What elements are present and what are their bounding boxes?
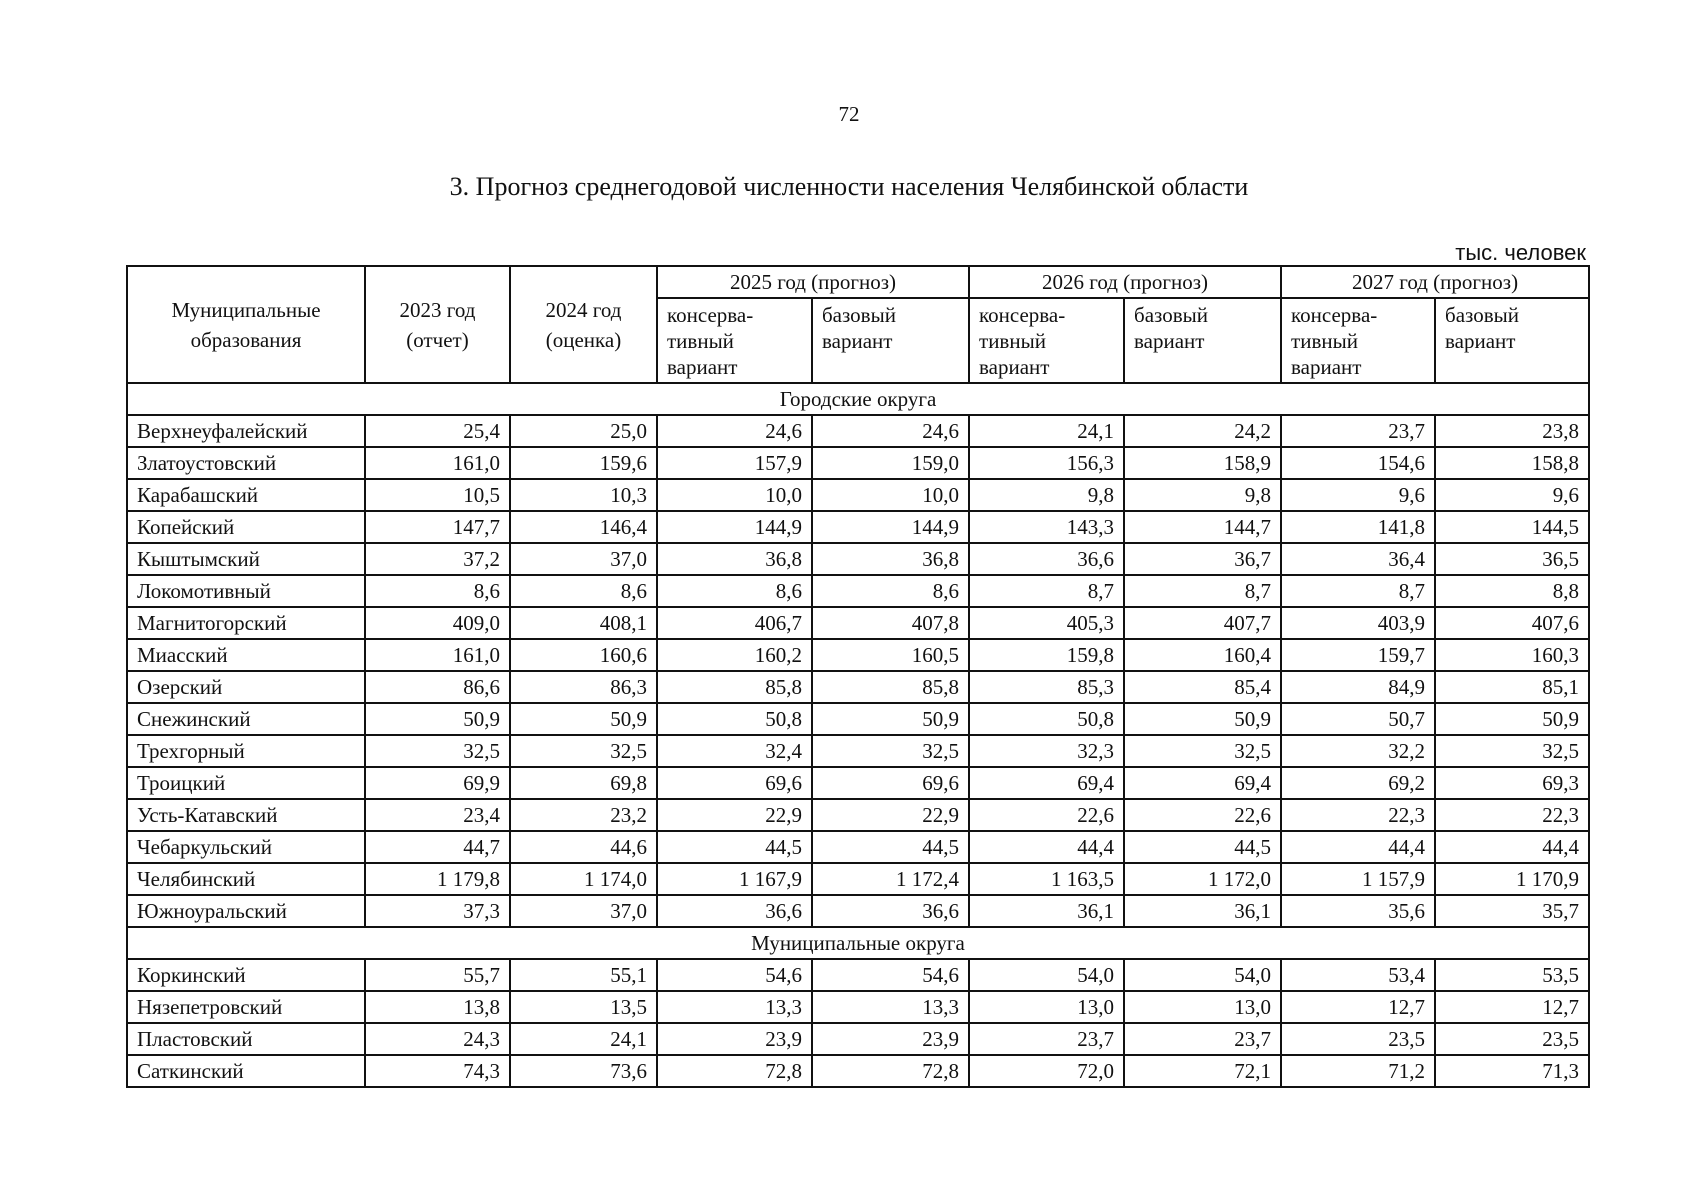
value-cell: 407,8 [812,607,969,639]
value-cell: 44,5 [812,831,969,863]
value-cell: 44,5 [1124,831,1281,863]
value-cell: 13,3 [812,991,969,1023]
value-cell: 69,2 [1281,767,1435,799]
value-cell: 160,3 [1435,639,1589,671]
value-cell: 8,6 [365,575,510,607]
municipality-name: Южноуральский [127,895,365,927]
value-cell: 22,6 [969,799,1124,831]
value-cell: 84,9 [1281,671,1435,703]
value-cell: 69,4 [1124,767,1281,799]
value-cell: 32,5 [1124,735,1281,767]
value-cell: 32,4 [657,735,812,767]
value-cell: 54,0 [1124,959,1281,991]
value-cell: 69,3 [1435,767,1589,799]
municipality-name: Карабашский [127,479,365,511]
municipality-name: Чебаркульский [127,831,365,863]
value-cell: 12,7 [1435,991,1589,1023]
value-cell: 10,0 [812,479,969,511]
value-cell: 9,8 [969,479,1124,511]
value-cell: 8,7 [969,575,1124,607]
value-cell: 86,3 [510,671,657,703]
value-cell: 36,6 [657,895,812,927]
variant-line: тивный [979,329,1046,353]
header-2027: 2027 год (прогноз) [1281,266,1589,298]
value-cell: 405,3 [969,607,1124,639]
table-row [127,671,1589,703]
variant-line: вариант [667,355,738,379]
municipality-name: Трехгорный [127,735,365,767]
municipality-name: Магнитогорский [127,607,365,639]
value-cell: 85,1 [1435,671,1589,703]
variant-line: базовый [1134,303,1208,327]
value-cell: 9,8 [1124,479,1281,511]
variant-line: вариант [1445,329,1516,353]
value-cell: 50,9 [1435,703,1589,735]
value-cell: 403,9 [1281,607,1435,639]
section-title: Городские округа [127,383,1589,415]
table-row [127,735,1589,767]
value-cell: 55,7 [365,959,510,991]
municipality-name: Миасский [127,639,365,671]
value-cell: 71,3 [1435,1055,1589,1087]
header-2023-line: 2023 год [399,297,476,322]
population-forecast-table [126,265,1590,1088]
value-cell: 53,5 [1435,959,1589,991]
value-cell: 24,1 [510,1023,657,1055]
value-cell: 409,0 [365,607,510,639]
value-cell: 69,6 [657,767,812,799]
value-cell: 44,6 [510,831,657,863]
table-row [127,639,1589,671]
value-cell: 50,7 [1281,703,1435,735]
value-cell: 73,6 [510,1055,657,1087]
header-municipal [127,266,365,383]
municipality-name: Кыштымский [127,543,365,575]
table-row [127,799,1589,831]
value-cell: 143,3 [969,511,1124,543]
value-cell: 23,9 [657,1023,812,1055]
variant-line: консерва- [979,303,1066,327]
value-cell: 1 157,9 [1281,863,1435,895]
header-2024-line: (оценка) [545,327,622,352]
value-cell: 55,1 [510,959,657,991]
value-cell: 50,9 [510,703,657,735]
value-cell: 72,0 [969,1055,1124,1087]
municipality-name: Пластовский [127,1023,365,1055]
value-cell: 144,9 [657,511,812,543]
value-cell: 72,8 [812,1055,969,1087]
value-cell: 25,4 [365,415,510,447]
value-cell: 36,7 [1124,543,1281,575]
document-title: 3. Прогноз среднегодовой численности населения Челябинской области [449,172,1249,201]
municipality-name: Снежинский [127,703,365,735]
value-cell: 13,5 [510,991,657,1023]
value-cell: 22,6 [1124,799,1281,831]
value-cell: 22,9 [812,799,969,831]
value-cell: 408,1 [510,607,657,639]
table-row [127,991,1589,1023]
value-cell: 9,6 [1435,479,1589,511]
value-cell: 85,3 [969,671,1124,703]
header-2027-base [1435,298,1589,383]
header-2023 [365,266,510,383]
section-row [127,383,1589,415]
value-cell: 71,2 [1281,1055,1435,1087]
value-cell: 8,7 [1124,575,1281,607]
value-cell: 8,6 [812,575,969,607]
value-cell: 74,3 [365,1055,510,1087]
value-cell: 24,6 [812,415,969,447]
header-2025: 2025 год (прогноз) [657,266,969,298]
value-cell: 1 170,9 [1435,863,1589,895]
value-cell: 23,8 [1435,415,1589,447]
table-row [127,703,1589,735]
value-cell: 37,2 [365,543,510,575]
header-2025-base [812,298,969,383]
header-municipal-line: Муниципальные [171,297,321,322]
value-cell: 23,7 [1124,1023,1281,1055]
value-cell: 37,0 [510,543,657,575]
value-cell: 37,3 [365,895,510,927]
value-cell: 44,4 [1281,831,1435,863]
value-cell: 160,2 [657,639,812,671]
value-cell: 36,8 [812,543,969,575]
value-cell: 161,0 [365,447,510,479]
value-cell: 154,6 [1281,447,1435,479]
value-cell: 406,7 [657,607,812,639]
value-cell: 160,5 [812,639,969,671]
variant-line: тивный [667,329,734,353]
header-municipal-line: образования [190,327,302,352]
value-cell: 44,4 [1435,831,1589,863]
value-cell: 144,7 [1124,511,1281,543]
value-cell: 13,8 [365,991,510,1023]
value-cell: 23,2 [510,799,657,831]
value-cell: 158,8 [1435,447,1589,479]
value-cell: 161,0 [365,639,510,671]
value-cell: 8,7 [1281,575,1435,607]
variant-line: базовый [1445,303,1519,327]
value-cell: 147,7 [365,511,510,543]
value-cell: 144,5 [1435,511,1589,543]
value-cell: 53,4 [1281,959,1435,991]
value-cell: 159,0 [812,447,969,479]
value-cell: 24,3 [365,1023,510,1055]
value-cell: 32,3 [969,735,1124,767]
table-row [127,895,1589,927]
value-cell: 85,8 [657,671,812,703]
section-title: Муниципальные округа [127,927,1589,959]
table-row [127,415,1589,447]
table-row [127,1023,1589,1055]
value-cell: 22,3 [1435,799,1589,831]
table-row [127,575,1589,607]
value-cell: 159,7 [1281,639,1435,671]
header-2024-line: 2024 год [545,297,622,322]
value-cell: 23,5 [1435,1023,1589,1055]
value-cell: 25,0 [510,415,657,447]
value-cell: 13,0 [1124,991,1281,1023]
value-cell: 69,4 [969,767,1124,799]
value-cell: 36,6 [812,895,969,927]
municipality-name: Златоустовский [127,447,365,479]
value-cell: 44,5 [657,831,812,863]
value-cell: 8,6 [510,575,657,607]
value-cell: 72,1 [1124,1055,1281,1087]
value-cell: 24,2 [1124,415,1281,447]
value-cell: 13,3 [657,991,812,1023]
table-row [127,831,1589,863]
value-cell: 32,2 [1281,735,1435,767]
table-row [127,767,1589,799]
value-cell: 10,0 [657,479,812,511]
table-row [127,959,1589,991]
value-cell: 160,6 [510,639,657,671]
value-cell: 36,8 [657,543,812,575]
value-cell: 36,4 [1281,543,1435,575]
value-cell: 144,9 [812,511,969,543]
municipality-name: Коркинский [127,959,365,991]
municipality-name: Усть-Катавский [127,799,365,831]
value-cell: 13,0 [969,991,1124,1023]
value-cell: 50,9 [1124,703,1281,735]
value-cell: 158,9 [1124,447,1281,479]
value-cell: 85,8 [812,671,969,703]
variant-line: тивный [1291,329,1358,353]
table-row [127,447,1589,479]
header-row-years [127,266,1589,298]
variant-line: вариант [979,355,1050,379]
value-cell: 50,9 [812,703,969,735]
value-cell: 23,7 [969,1023,1124,1055]
header-2023-line: (отчет) [406,327,469,352]
units-label: тыс. человек [1455,240,1586,265]
value-cell: 22,3 [1281,799,1435,831]
value-cell: 36,1 [969,895,1124,927]
value-cell: 24,6 [657,415,812,447]
header-2027-conservative [1281,298,1435,383]
variant-line: вариант [822,329,893,353]
municipality-name: Челябинский [127,863,365,895]
value-cell: 32,5 [1435,735,1589,767]
value-cell: 1 172,4 [812,863,969,895]
value-cell: 23,9 [812,1023,969,1055]
value-cell: 23,7 [1281,415,1435,447]
value-cell: 407,6 [1435,607,1589,639]
table-row [127,863,1589,895]
municipality-name: Троицкий [127,767,365,799]
table-header [127,266,1589,383]
table-row [127,511,1589,543]
value-cell: 32,5 [510,735,657,767]
municipality-name: Верхнеуфалейский [127,415,365,447]
value-cell: 156,3 [969,447,1124,479]
value-cell: 50,8 [657,703,812,735]
value-cell: 36,1 [1124,895,1281,927]
variant-line: вариант [1291,355,1362,379]
value-cell: 69,6 [812,767,969,799]
variant-line: вариант [1134,329,1205,353]
value-cell: 36,6 [969,543,1124,575]
header-2026-base [1124,298,1281,383]
municipality-name: Нязепетровский [127,991,365,1023]
value-cell: 69,8 [510,767,657,799]
value-cell: 32,5 [812,735,969,767]
municipality-name: Саткинский [127,1055,365,1087]
header-2024 [510,266,657,383]
municipality-name: Локомотивный [127,575,365,607]
value-cell: 407,7 [1124,607,1281,639]
value-cell: 22,9 [657,799,812,831]
variant-line: консерва- [667,303,754,327]
value-cell: 54,0 [969,959,1124,991]
header-2025-conservative [657,298,812,383]
value-cell: 23,5 [1281,1023,1435,1055]
value-cell: 50,8 [969,703,1124,735]
value-cell: 12,7 [1281,991,1435,1023]
value-cell: 1 174,0 [510,863,657,895]
value-cell: 50,9 [365,703,510,735]
value-cell: 44,4 [969,831,1124,863]
value-cell: 72,8 [657,1055,812,1087]
value-cell: 159,6 [510,447,657,479]
value-cell: 44,7 [365,831,510,863]
variant-line: консерва- [1291,303,1378,327]
value-cell: 85,4 [1124,671,1281,703]
value-cell: 1 163,5 [969,863,1124,895]
value-cell: 32,5 [365,735,510,767]
value-cell: 1 179,8 [365,863,510,895]
value-cell: 35,7 [1435,895,1589,927]
value-cell: 24,1 [969,415,1124,447]
value-cell: 159,8 [969,639,1124,671]
municipality-name: Озерский [127,671,365,703]
header-2026: 2026 год (прогноз) [969,266,1281,298]
value-cell: 86,6 [365,671,510,703]
table-row [127,607,1589,639]
value-cell: 141,8 [1281,511,1435,543]
page-number: 72 [838,102,860,126]
header-2026-conservative [969,298,1124,383]
value-cell: 35,6 [1281,895,1435,927]
value-cell: 8,8 [1435,575,1589,607]
value-cell: 8,6 [657,575,812,607]
table-row [127,543,1589,575]
value-cell: 157,9 [657,447,812,479]
value-cell: 1 167,9 [657,863,812,895]
value-cell: 10,3 [510,479,657,511]
value-cell: 9,6 [1281,479,1435,511]
value-cell: 37,0 [510,895,657,927]
value-cell: 146,4 [510,511,657,543]
value-cell: 10,5 [365,479,510,511]
value-cell: 69,9 [365,767,510,799]
value-cell: 54,6 [657,959,812,991]
value-cell: 54,6 [812,959,969,991]
section-row [127,927,1589,959]
municipality-name: Копейский [127,511,365,543]
value-cell: 36,5 [1435,543,1589,575]
value-cell: 160,4 [1124,639,1281,671]
table-row [127,1055,1589,1087]
table-body [127,383,1589,1087]
variant-line: базовый [822,303,896,327]
table-row [127,479,1589,511]
value-cell: 1 172,0 [1124,863,1281,895]
value-cell: 23,4 [365,799,510,831]
